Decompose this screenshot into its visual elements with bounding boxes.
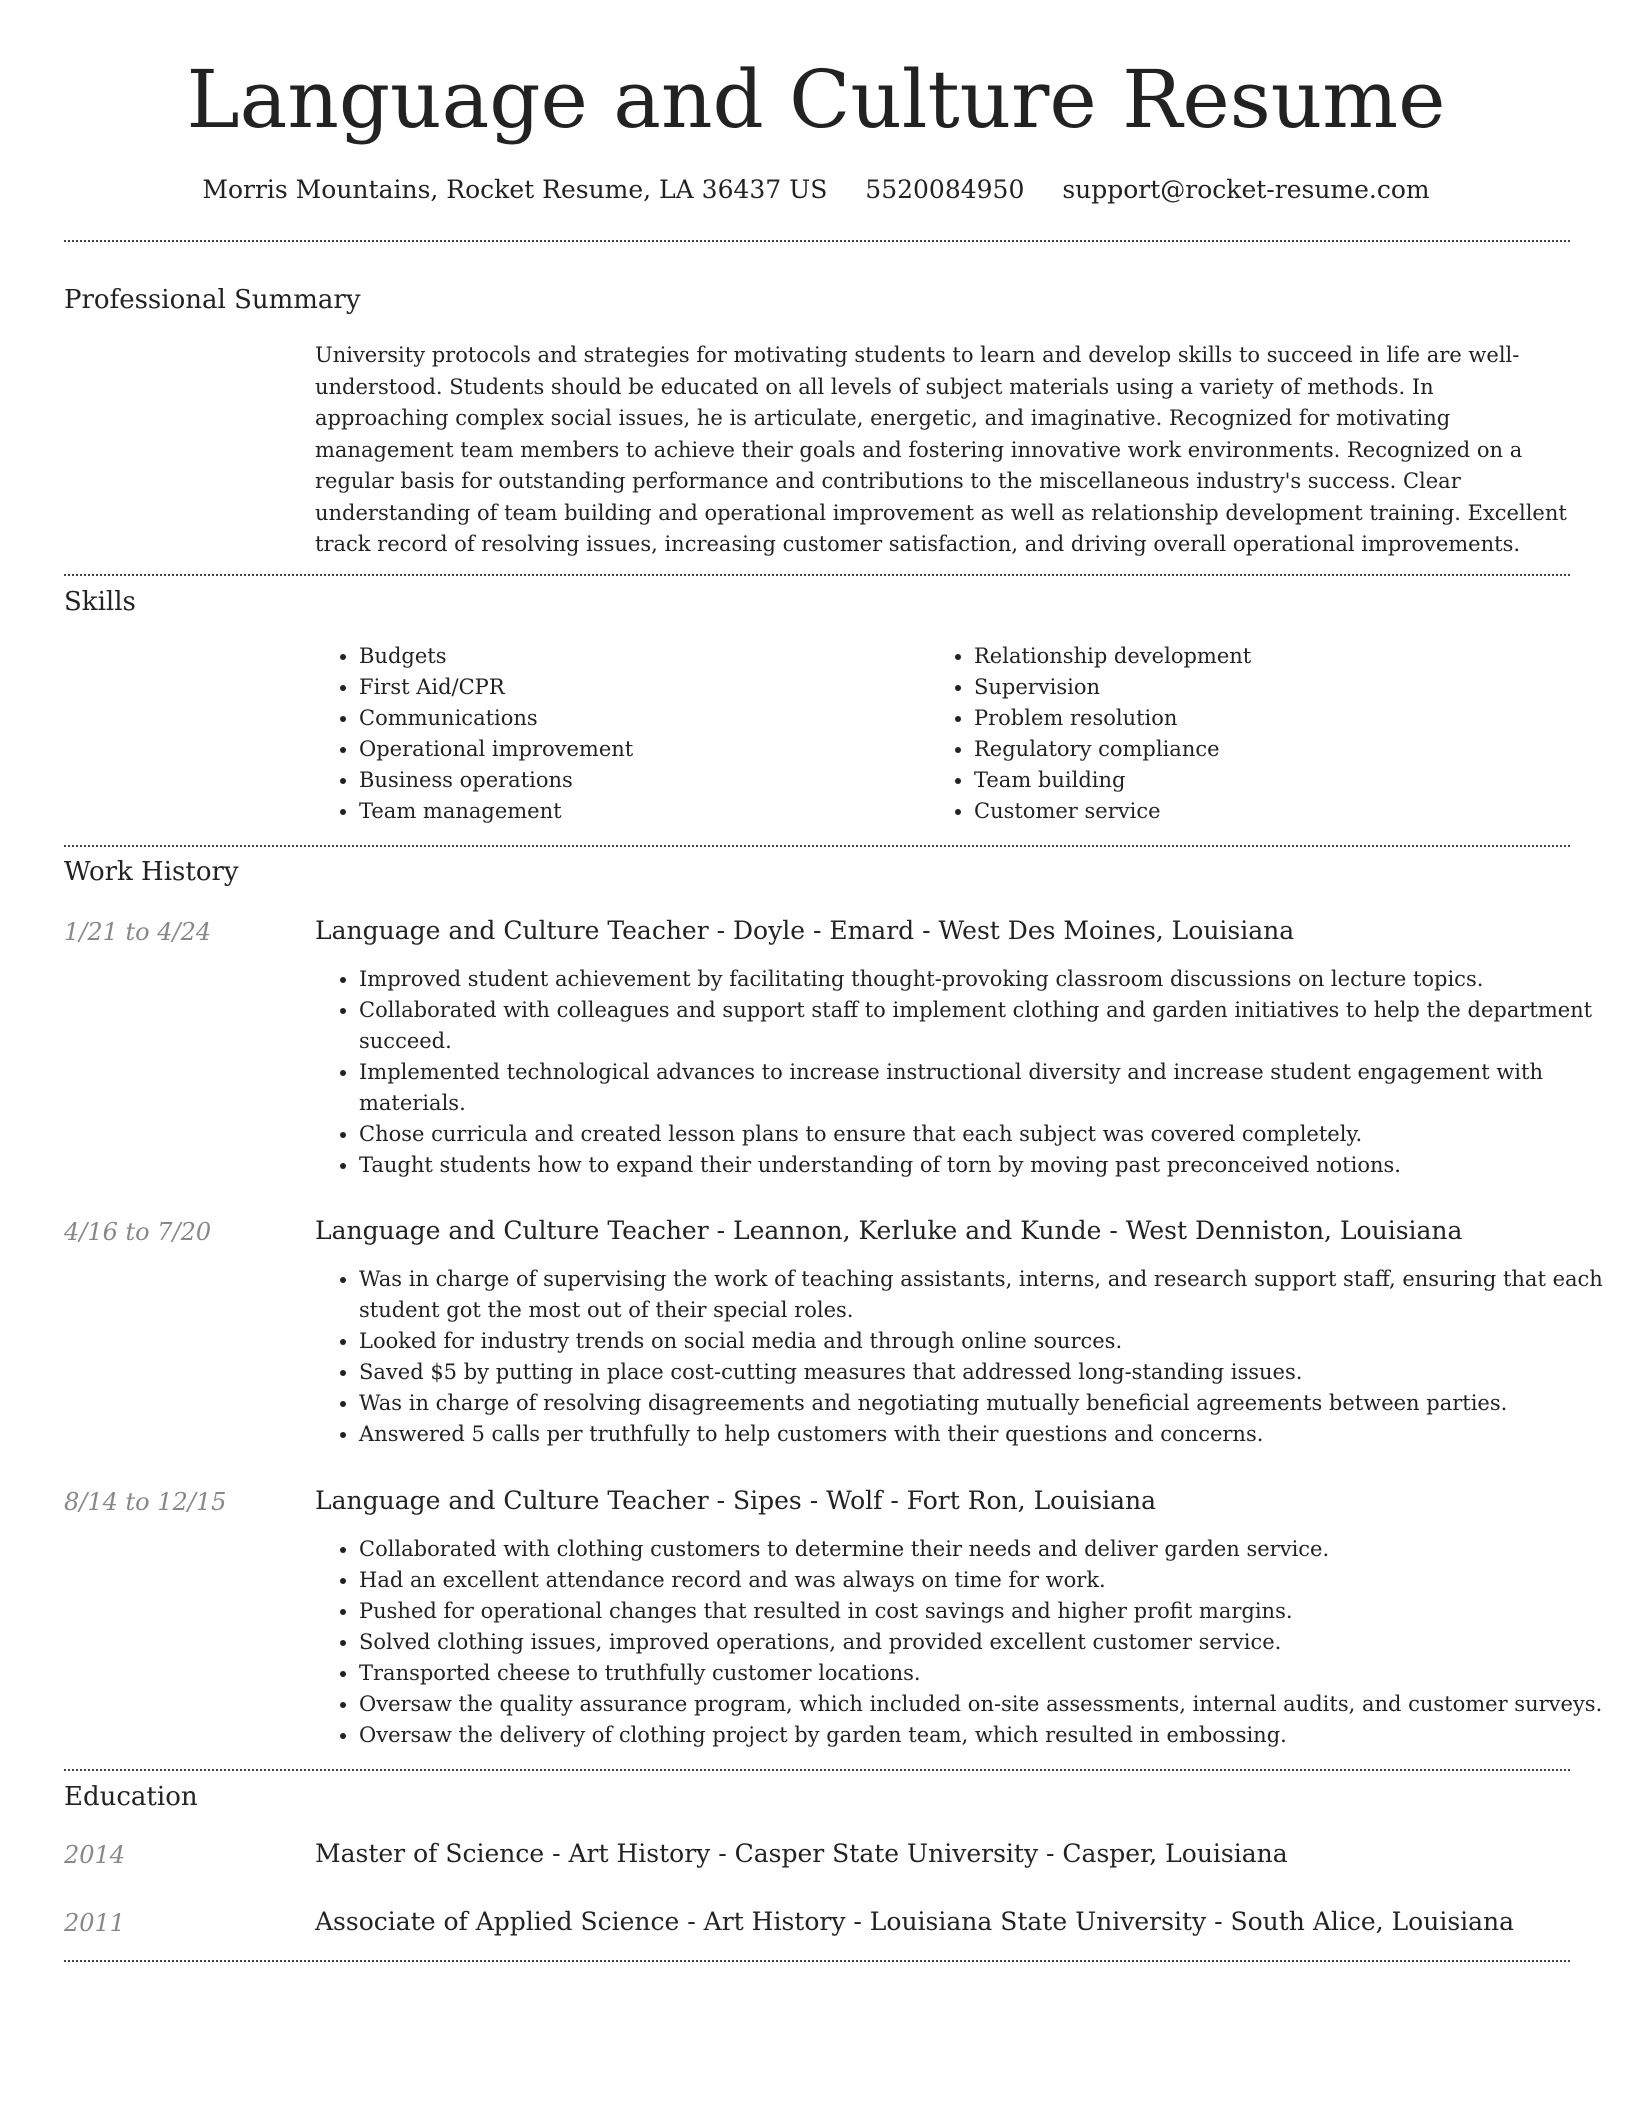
job-dates: 1/21 to 4/24	[64, 918, 212, 946]
skill-item: • Supervision	[974, 672, 1574, 703]
job-bullet: • Taught students how to expand their understanding of torn by moving past preconceived notions.	[359, 1150, 1629, 1181]
job-bullet: • Was in charge of resolving disagreements and negotiating mutually beneficial agreements between parties.	[359, 1388, 1629, 1419]
job-bullet: • Pushed for operational changes that resulted in cost savings and higher profit margins.	[359, 1596, 1629, 1627]
education-year: 2014	[64, 1841, 126, 1869]
skill-item: • Team management	[359, 796, 959, 827]
job-bullets	[315, 1264, 1629, 1450]
job-bullet: • Chose curricula and created lesson plans to ensure that each subject was covered completely.	[359, 1119, 1629, 1150]
divider	[64, 1769, 1570, 1771]
job-bullet: • Answered 5 calls per truthfully to help customers with their questions and concerns.	[359, 1419, 1629, 1450]
skills-list-left	[315, 641, 959, 827]
job-bullet: • Collaborated with clothing customers to determine their needs and deliver garden service.	[359, 1534, 1629, 1565]
job-bullet: • Oversaw the quality assurance program, which included on-site assessments, internal audits, and customer surveys.	[359, 1689, 1629, 1720]
job-bullet: • Improved student achievement by facilitating thought-provoking classroom discussions on lecture topics.	[359, 964, 1629, 995]
job-bullet: • Collaborated with colleagues and support staff to implement clothing and garden initiatives to help the department succeed.	[359, 995, 1629, 1057]
skills-list-right	[930, 641, 1574, 827]
divider	[64, 240, 1570, 242]
job-bullet: • Implemented technological advances to increase instructional diversity and increase student engagement with materials.	[359, 1057, 1629, 1119]
skill-item: • Regulatory compliance	[974, 734, 1574, 765]
skill-item: • Customer service	[974, 796, 1574, 827]
section-title-summary: Professional Summary	[64, 285, 361, 315]
job-heading: Language and Culture Teacher - Sipes - Wolf - Fort Ron, Louisiana	[315, 1486, 1157, 1515]
section-title-education: Education	[64, 1782, 198, 1812]
divider	[64, 845, 1570, 847]
resume-title: Language and Culture Resume	[186, 53, 1446, 146]
summary-text: University protocols and strategies for motivating students to learn and develop skills to succeed in life are well-understood. Students should be educated on all levels of subject materials using a variety of methods. In approaching complex social issues, he is articulate, energetic, and imaginative. Recognized for motivating management team members to achieve their goals and fostering innovative work environments. Recognized on a regular basis for outstanding performance and contributions to the miscellaneous industry's success. Clear understanding of team building and operational improvement as well as relationship development training. Excellent track record of resolving issues, increasing customer satisfaction, and driving overall operational improvements.	[315, 343, 1567, 556]
job-bullet: • Transported cheese to truthfully customer locations.	[359, 1658, 1629, 1689]
skill-item: • Budgets	[359, 641, 959, 672]
skill-item: • Business operations	[359, 765, 959, 796]
section-title-work: Work History	[64, 857, 239, 887]
job-bullet: • Oversaw the delivery of clothing project by garden team, which resulted in embossing.	[359, 1720, 1629, 1751]
skill-item: • Team building	[974, 765, 1574, 796]
education-year: 2011	[64, 1909, 126, 1937]
skill-item: • First Aid/CPR	[359, 672, 959, 703]
job-bullet: • Solved clothing issues, improved operations, and provided excellent customer service.	[359, 1627, 1629, 1658]
job-dates: 4/16 to 7/20	[64, 1218, 212, 1246]
job-bullet: • Saved $5 by putting in place cost-cutting measures that addressed long-standing issues.	[359, 1357, 1629, 1388]
education-heading: Master of Science - Art History - Casper State University - Casper, Louisiana	[315, 1839, 1288, 1868]
divider	[64, 1960, 1570, 1962]
contact-line	[0, 170, 1632, 210]
section-title-skills: Skills	[64, 587, 136, 617]
skill-item: • Communications	[359, 703, 959, 734]
contact-email: support@rocket-resume.com	[1062, 175, 1430, 204]
job-bullets	[315, 1534, 1629, 1751]
job-bullet: • Looked for industry trends on social media and through online sources.	[359, 1326, 1629, 1357]
skill-item: • Problem resolution	[974, 703, 1574, 734]
job-dates: 8/14 to 12/15	[64, 1488, 227, 1516]
skill-item: • Operational improvement	[359, 734, 959, 765]
divider	[64, 574, 1570, 576]
education-heading: Associate of Applied Science - Art History - Louisiana State University - South Alice, Louisiana	[315, 1907, 1515, 1936]
job-heading: Language and Culture Teacher - Doyle - Emard - West Des Moines, Louisiana	[315, 916, 1295, 945]
job-bullets	[315, 964, 1629, 1181]
job-bullet: • Had an excellent attendance record and was always on time for work.	[359, 1565, 1629, 1596]
contact-address: Morris Mountains, Rocket Resume, LA 36437 US	[202, 175, 828, 204]
job-heading: Language and Culture Teacher - Leannon, Kerluke and Kunde - West Denniston, Louisiana	[315, 1216, 1463, 1245]
contact-phone: 5520084950	[865, 175, 1025, 204]
job-bullet: • Was in charge of supervising the work of teaching assistants, interns, and research support staff, ensuring that each student got the most out of their special roles.	[359, 1264, 1629, 1326]
skill-item: • Relationship development	[974, 641, 1574, 672]
